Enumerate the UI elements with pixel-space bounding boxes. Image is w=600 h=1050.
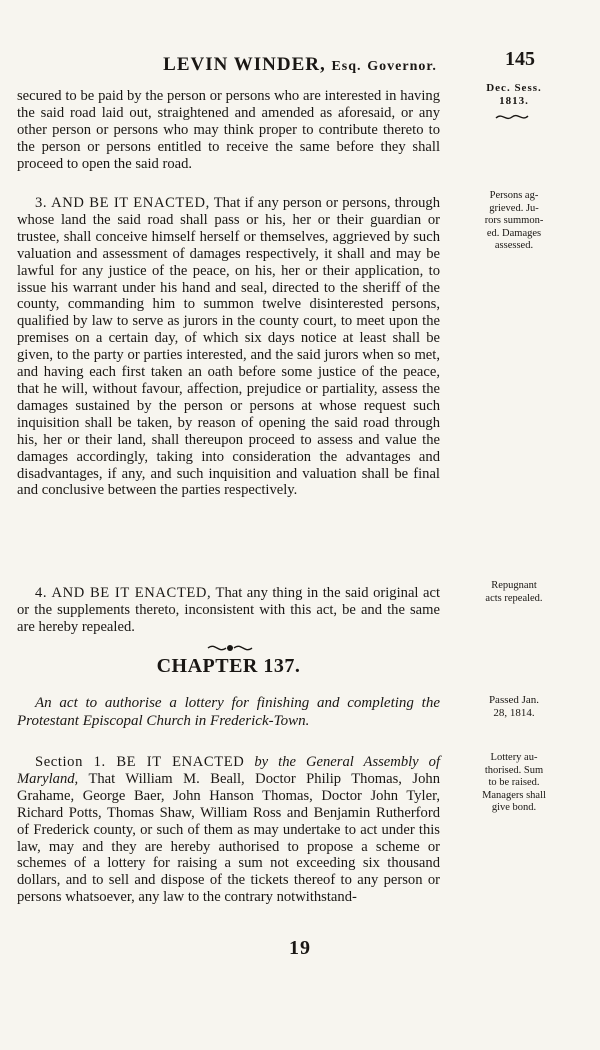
- margin-line: rors summon-: [484, 215, 544, 226]
- margin-note-session: [450, 82, 578, 107]
- section-3: [17, 195, 440, 499]
- section-4: [17, 585, 440, 636]
- header-name: LEVIN WINDER,: [163, 54, 326, 75]
- margin-line: Persons ag-: [489, 190, 539, 201]
- margin-line: Lottery au-: [490, 752, 538, 763]
- section-1-enacting-clause: by the General Assembly of Maryland,: [17, 754, 441, 787]
- margin-note-repugnant: [450, 580, 578, 605]
- flourish-ornament: [494, 110, 530, 124]
- divider-ornament: [205, 642, 255, 654]
- paragraph-continued: [17, 88, 440, 173]
- margin-line: grieved. Ju-: [489, 202, 539, 214]
- section-1: [17, 754, 440, 906]
- section-1-text: [17, 754, 440, 906]
- margin-line: give bond.: [491, 802, 537, 813]
- act-title: An act to authorise a lottery for finishing and completing the Protestant Episcopal Church in Frederick-Town.: [17, 695, 440, 729]
- section-1-body: That William M. Beall, Doctor Philip Thomas, John Grahame, George Baer, John Hanson Thomas, Doctor John Tyler, Richard Potts, Thomas Shaw, William Ross and Benjamin Rutherford of Frederick county, or such of them as may undertake to act under this law, may and they are hereby authorised to propose a scheme or schemes of a lottery for raising a sum not exceeding six thousand dollars, and to sell and dispose of the tickets thereof to any person or persons whatsoever, any law to the contrary notwithstand-: [17, 770, 440, 906]
- section-4-body: That any thing in the said original act or the supplements thereto, inconsistent with this act, be and the same are hereby repealed.: [17, 585, 440, 635]
- signature-mark: 19: [289, 937, 311, 959]
- margin-line: 28, 1814.: [493, 706, 535, 719]
- margin-line: to be raised.: [488, 777, 540, 788]
- margin-year: 1813.: [499, 94, 529, 107]
- header-esq: Esq.: [331, 59, 362, 74]
- margin-line: Managers shall: [482, 789, 546, 801]
- paragraph-text: secured to be paid by the person or persons who are interested in having the said road laid out, straightened and amended as aforesaid, or any other person or persons who may think proper to contribute thereto to the person or persons entitled to receive the same before they shall proceed to open the said road.: [17, 88, 440, 172]
- chapter-heading-block: [17, 655, 440, 678]
- section-1-heading: Section 1. BE IT ENACTED: [35, 754, 245, 770]
- margin-note-lottery: [450, 752, 578, 815]
- margin-note-passed: [450, 694, 578, 719]
- margin-line: Passed Jan.: [488, 694, 540, 706]
- margin-line: assessed.: [494, 240, 534, 251]
- section-3-text: [17, 195, 440, 499]
- margin-note-persons: [450, 190, 578, 253]
- section-4-heading: 4. AND BE IT ENACTED,: [35, 585, 212, 601]
- chapter-heading: CHAPTER 137.: [156, 655, 301, 677]
- running-header: [0, 46, 600, 80]
- header-governor: Governor.: [367, 59, 437, 74]
- section-4-text: [17, 585, 440, 636]
- section-3-heading: 3. AND BE IT ENACTED,: [35, 195, 210, 211]
- section-3-body: That if any person or persons, through whose land the said road shall pass or his, her or their guardian or trustee, shall conceive himself herself or themselves, aggrieved by such valuation and assessment of damages respectively, it shall and may be lawful for any justice of the peace, on his, her or their application, to issue his warrant under his hand and seal, directed to the sheriff of the county, commanding him to summon twelve disinterested persons, qualified by law to serve as jurors in the county court, to meet upon the premises on a certain day, of which six days notice at least shall be given, to the party or parties interested, and the said jurors when so met, and having each first taken an oath before some justice of the peace, that he will, without favour, affection, prejudice or partiality, assess the damages sustained by the person or persons at whose request such inquisition shall be taken, by reason of opening the said road through his, her or their land, shall thereupon proceed to assess and value the damages accordingly, taking into consideration the advantages and disadvantages, if any, and such inquisition and valuation shall be final and conclusive between the parties respectively.: [17, 195, 441, 499]
- page-number: 145: [505, 48, 535, 70]
- margin-line: Repugnant: [491, 580, 537, 591]
- margin-dec-sess: Dec. Sess.: [486, 82, 542, 94]
- margin-line: thorised. Sum: [484, 764, 544, 776]
- act-title-block: [17, 694, 440, 730]
- margin-line: ed. Damages: [486, 227, 542, 239]
- margin-line: acts repealed.: [485, 592, 543, 604]
